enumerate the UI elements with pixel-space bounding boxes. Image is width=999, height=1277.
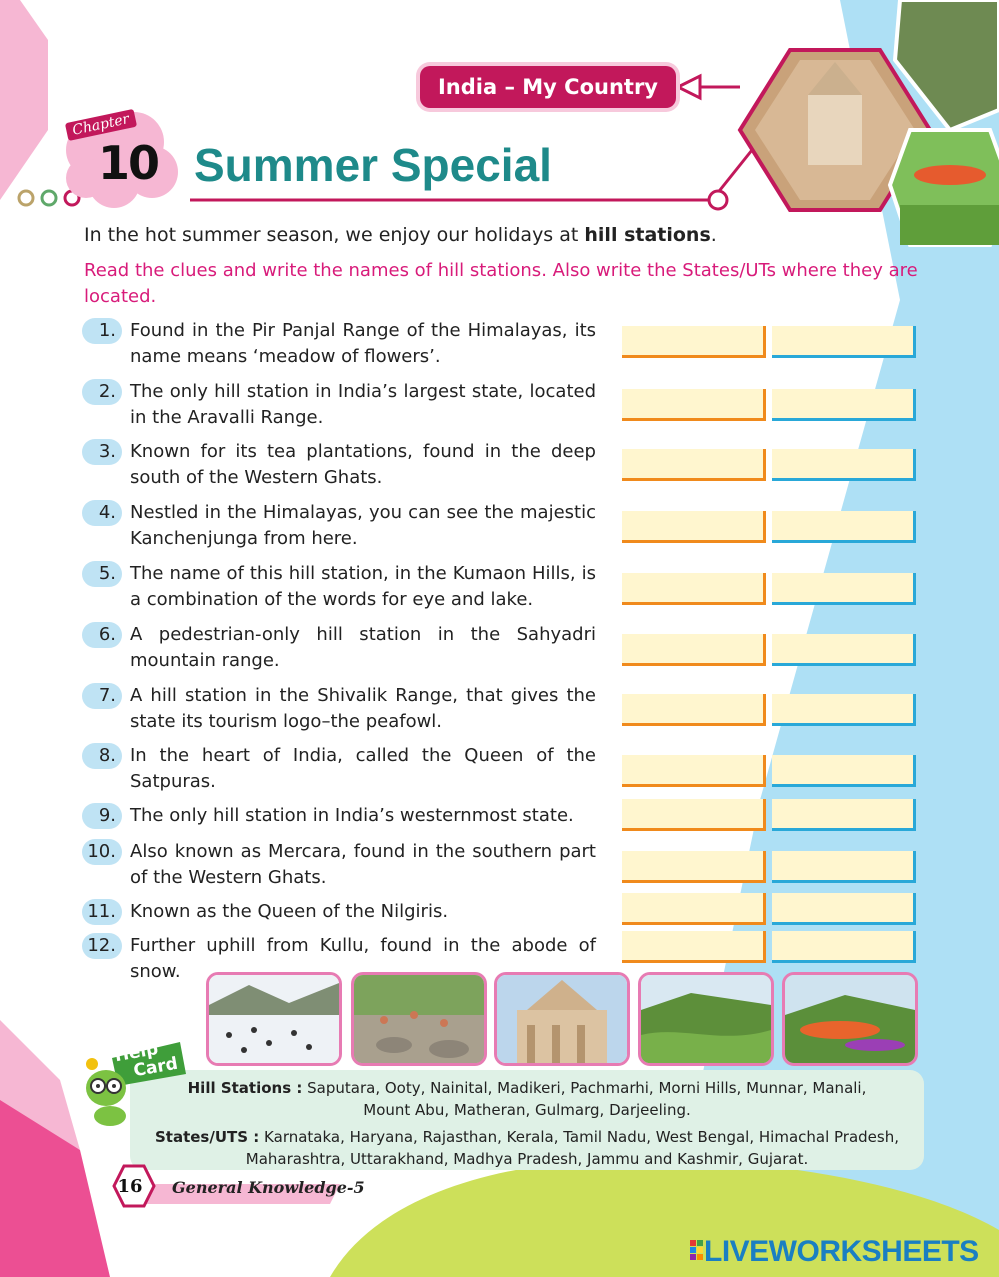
clue-4 xyxy=(82,500,596,552)
clue-number: 3. xyxy=(82,439,122,465)
clue-number: 6. xyxy=(82,622,122,648)
instruction-text: Read the clues and write the names of hill stations. Also write the States/UTs where they are located. xyxy=(84,260,918,307)
clue-text: Known for its tea plantations, found in the deep south of the Western Ghats. xyxy=(130,441,596,488)
intro-text-before: In the hot summer season, we enjoy our holidays at xyxy=(84,224,585,246)
bookworm-mascot-icon xyxy=(80,1058,132,1128)
clue-2 xyxy=(82,379,596,431)
clue-text: Further uphill from Kullu, found in the abode of snow. xyxy=(130,935,596,982)
liveworksheets-logo-icon xyxy=(690,1240,704,1268)
answer-hill-station-11[interactable] xyxy=(622,893,766,925)
clue-5 xyxy=(82,561,596,613)
help-tag-top: Help xyxy=(113,1038,160,1067)
clue-text: A hill station in the Shivalik Range, that gives the state its tourism logo–the peafowl. xyxy=(130,685,596,732)
clue-text: Found in the Pir Panjal Range of the Himalayas, its name means ‘meadow of flowers’. xyxy=(130,320,596,367)
answer-hill-station-9[interactable] xyxy=(622,799,766,831)
clue-number: 8. xyxy=(82,743,122,769)
answer-hill-station-4[interactable] xyxy=(622,511,766,543)
clue-number: 11. xyxy=(82,899,122,925)
help-stations-label: Hill Stations : xyxy=(187,1079,303,1097)
clue-9 xyxy=(82,803,596,829)
chapter-number: 10 xyxy=(98,136,159,190)
help-stations-list-2: Mount Abu, Matheran, Gulmarg, Darjeeling. xyxy=(363,1101,691,1119)
clue-10 xyxy=(82,839,596,891)
answer-hill-station-7[interactable] xyxy=(622,694,766,726)
clue-7 xyxy=(82,683,596,735)
page-title: Summer Special xyxy=(194,139,552,191)
clue-number: 1. xyxy=(82,318,122,344)
answer-state-10[interactable] xyxy=(772,851,916,883)
answer-hill-station-8[interactable] xyxy=(622,755,766,787)
topic-banner: India – My Country xyxy=(420,66,676,108)
clue-number: 10. xyxy=(82,839,122,865)
liveworksheets-brand[interactable]: LIVEWORKSHEETS xyxy=(704,1235,979,1268)
answer-state-11[interactable] xyxy=(772,893,916,925)
clue-text: Known as the Queen of the Nilgiris. xyxy=(130,901,449,922)
clue-text: Nestled in the Himalayas, you can see the majestic Kanchenjunga from here. xyxy=(130,502,596,549)
help-states-list-2: Maharashtra, Uttarakhand, Madhya Pradesh, Jammu and Kashmir, Gujarat. xyxy=(245,1150,809,1168)
answer-hill-station-10[interactable] xyxy=(622,851,766,883)
answer-state-1[interactable] xyxy=(772,326,916,358)
answer-state-4[interactable] xyxy=(772,511,916,543)
answer-state-6[interactable] xyxy=(772,634,916,666)
photo-temple xyxy=(494,972,630,1066)
clue-3 xyxy=(82,439,596,491)
photo-green-valley xyxy=(638,972,774,1066)
answer-state-3[interactable] xyxy=(772,449,916,481)
help-stations-line1 xyxy=(130,1077,924,1099)
clue-8 xyxy=(82,743,596,795)
help-tag-bottom: Card xyxy=(132,1053,180,1082)
clue-text: The only hill station in India’s westernmost state. xyxy=(130,805,574,826)
clue-number: 12. xyxy=(82,933,122,959)
help-states-line1 xyxy=(130,1126,924,1148)
photo-paragliding xyxy=(782,972,918,1066)
answer-state-12[interactable] xyxy=(772,931,916,963)
photo-rocky-crowd xyxy=(351,972,487,1066)
intro-text xyxy=(84,224,717,246)
intro-bold: hill stations xyxy=(584,224,711,246)
answer-hill-station-2[interactable] xyxy=(622,389,766,421)
photo-snow-hill xyxy=(206,972,342,1066)
clue-text: A pedestrian-only hill station in the Sahyadri mountain range. xyxy=(130,624,596,671)
book-title: General Knowledge-5 xyxy=(172,1178,365,1197)
answer-hill-station-5[interactable] xyxy=(622,573,766,605)
clue-number: 9. xyxy=(82,803,122,829)
answer-state-2[interactable] xyxy=(772,389,916,421)
clue-text: Also known as Mercara, found in the southern part of the Western Ghats. xyxy=(130,841,596,888)
answer-hill-station-3[interactable] xyxy=(622,449,766,481)
page-number: 16 xyxy=(117,1176,143,1197)
help-states-list-1: Karnataka, Haryana, Rajasthan, Kerala, Tamil Nadu, West Bengal, Himachal Pradesh, xyxy=(259,1128,900,1146)
help-stations-list-1: Saputara, Ooty, Nainital, Madikeri, Pachmarhi, Morni Hills, Munnar, Manali, xyxy=(302,1079,867,1097)
chapter-label: Chapter xyxy=(65,109,137,141)
answer-state-7[interactable] xyxy=(772,694,916,726)
answer-hill-station-1[interactable] xyxy=(622,326,766,358)
answer-state-9[interactable] xyxy=(772,799,916,831)
answer-hill-station-6[interactable] xyxy=(622,634,766,666)
clue-text: The name of this hill station, in the Kumaon Hills, is a combination of the words for eye and lake. xyxy=(130,563,596,610)
intro-text-after: . xyxy=(710,224,717,246)
clue-text: In the heart of India, called the Queen of the Satpuras. xyxy=(130,745,596,792)
clue-number: 4. xyxy=(82,500,122,526)
help-states-label: States/UTS : xyxy=(154,1128,260,1146)
answer-state-8[interactable] xyxy=(772,755,916,787)
answer-hill-station-12[interactable] xyxy=(622,931,766,963)
clue-number: 5. xyxy=(82,561,122,587)
clue-1 xyxy=(82,318,596,370)
answer-state-5[interactable] xyxy=(772,573,916,605)
clue-number: 7. xyxy=(82,683,122,709)
clue-number: 2. xyxy=(82,379,122,405)
clue-text: The only hill station in India’s largest state, located in the Aravalli Range. xyxy=(130,381,596,428)
clue-6 xyxy=(82,622,596,674)
clue-11 xyxy=(82,899,596,925)
